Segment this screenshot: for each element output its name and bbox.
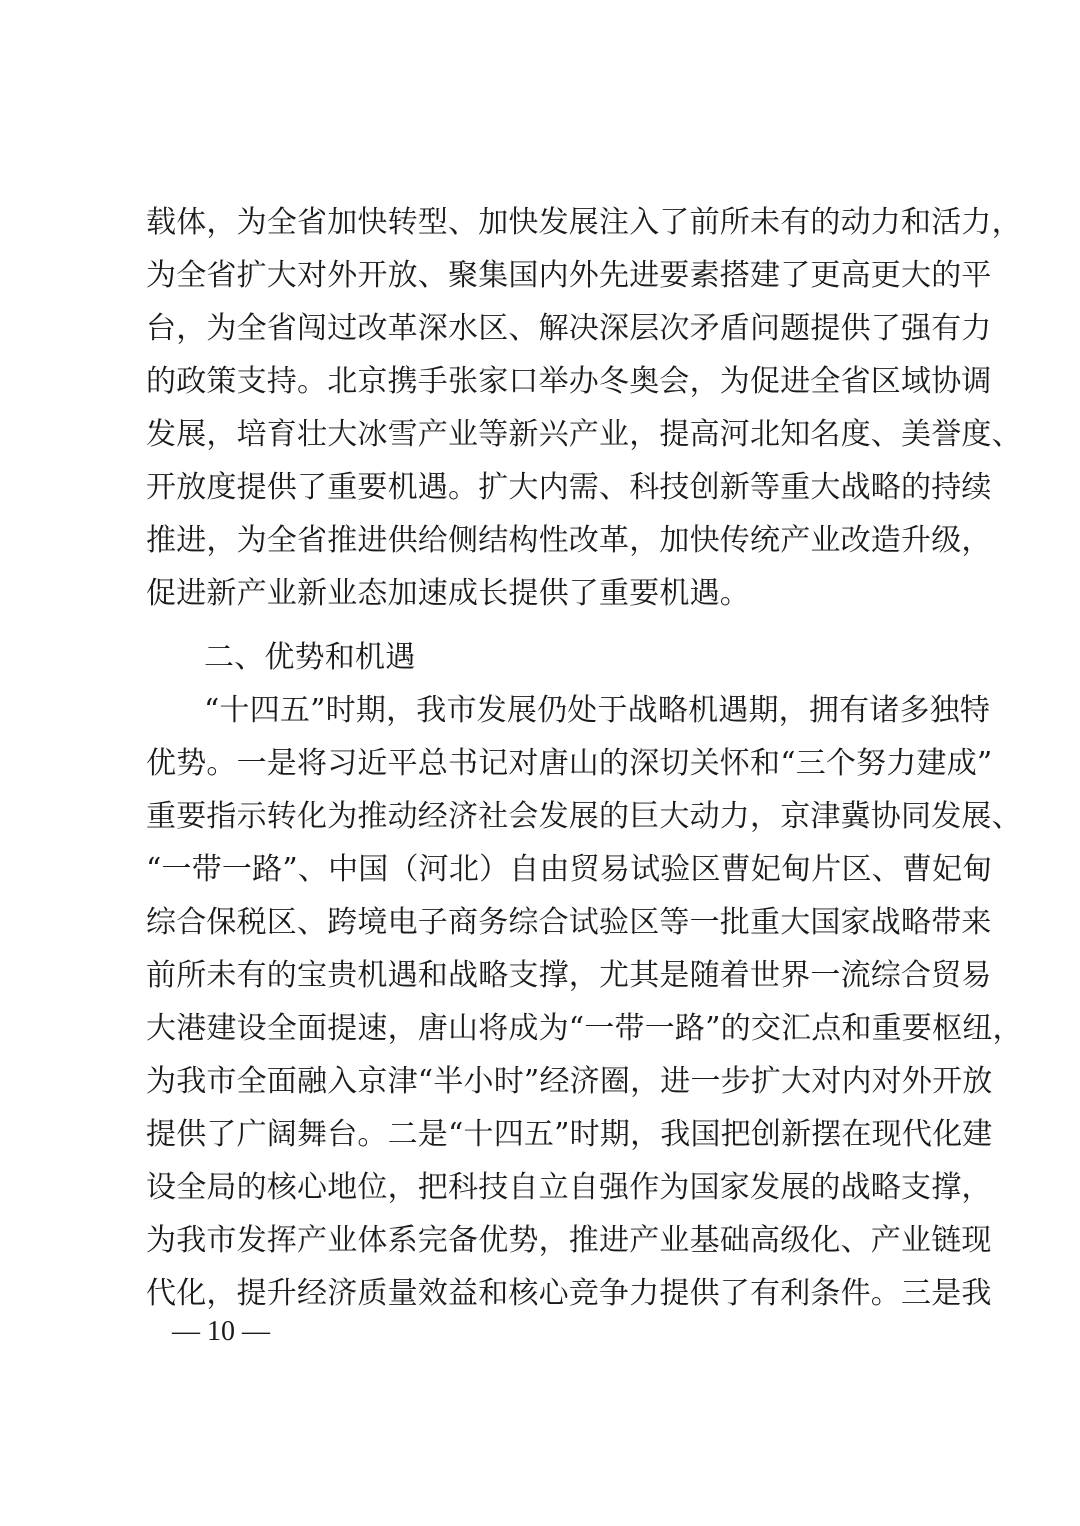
paragraph-two-line-8: 为我市全面融入京津“半小时”经济圈，进一步扩大对内对外开放 (146, 1064, 993, 1099)
paragraph-one-line-5: 发展，培育壮大冰雪产业等新兴产业，提高河北知名度、美誉度、 (146, 417, 1022, 452)
paragraph-two-line-12: 代化，提升经济质量效益和核心竞争力提供了有利条件。三是我 (146, 1276, 992, 1311)
paragraph-two-line-10: 设全局的核心地位，把科技自立自强作为国家发展的战略支撑， (146, 1170, 992, 1205)
paragraph-two-line-7: 大港建设全面提速，唐山将成为“一带一路”的交汇点和重要枢纽， (146, 1011, 1023, 1046)
paragraph-one-line-7: 推进，为全省推进供给侧结构性改革，加快传统产业改造升级， (146, 523, 992, 558)
paragraph-one-line-8: 促进新产业新业态加速成长提供了重要机遇。 (146, 576, 750, 611)
paragraph-two-line-5: 综合保税区、跨境电子商务综合试验区等一批重大国家战略带来 (146, 905, 992, 940)
paragraph-two-line-2: 优势。一是将习近平总书记对唐山的深切关怀和“三个努力建成” (146, 746, 993, 781)
paragraph-one-line-6: 开放度提供了重要机遇。扩大内需、科技创新等重大战略的持续 (146, 470, 992, 505)
paragraph-two-line-6: 前所未有的宝贵机遇和战略支撑，尤其是随着世界一流综合贸易 (146, 958, 992, 993)
paragraph-one-line-3: 台，为全省闯过改革深水区、解决深层次矛盾问题提供了强有力 (146, 311, 992, 346)
paragraph-two-line-3: 重要指示转化为推动经济社会发展的巨大动力，京津冀协同发展、 (146, 799, 1022, 834)
paragraph-one-line-2: 为全省扩大对外开放、聚集国内外先进要素搭建了更高更大的平 (146, 258, 992, 293)
paragraph-two-line-1: “十四五”时期，我市发展仍处于战略机遇期，拥有诸多独特 (204, 693, 991, 728)
page-number: — 10 — (172, 1316, 270, 1347)
paragraph-two-line-9: 提供了广阔舞台。二是“十四五”时期，我国把创新摆在现代化建 (146, 1117, 993, 1152)
paragraph-one-line-4: 的政策支持。北京携手张家口举办冬奥会，为促进全省区域协调 (146, 364, 992, 399)
paragraph-one-line-1: 载体，为全省加快转型、加快发展注入了前所未有的动力和活力， (146, 205, 1022, 240)
paragraph-two-line-4: “一带一路”、中国（河北）自由贸易试验区曹妃甸片区、曹妃甸 (146, 852, 993, 887)
section-heading: 二、优势和机遇 (204, 640, 416, 675)
paragraph-two-line-11: 为我市发挥产业体系完备优势，推进产业基础高级化、产业链现 (146, 1223, 992, 1258)
